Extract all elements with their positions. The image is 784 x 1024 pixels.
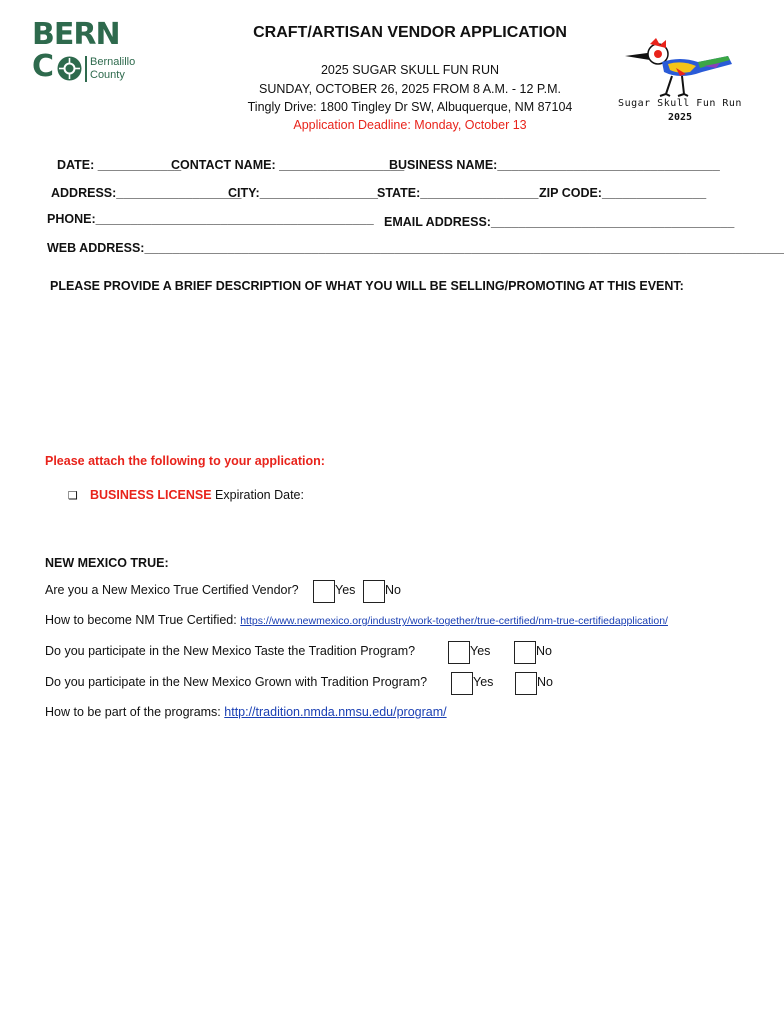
event-logo-text: Sugar Skull Fun Run <box>618 98 742 109</box>
event-name: 2025 SUGAR SKULL FUN RUN <box>320 63 500 77</box>
nm-true-how-line <box>45 613 668 627</box>
zia-emblem-icon <box>56 55 83 82</box>
nm-true-no-label: No <box>385 583 401 597</box>
programs-label: How to be part of the programs: <box>45 705 225 719</box>
zip-code-field[interactable]: ZIP CODE:_______________ <box>539 186 707 200</box>
nm-true-yes-label: Yes <box>335 583 356 597</box>
event-location: Tingly Drive: 1800 Tingley Dr SW, Albuquerque, NM 87104 <box>247 100 573 114</box>
taste-tradition-no-label: No <box>536 644 552 658</box>
grown-tradition-yes-label: Yes <box>473 675 494 689</box>
logo-bern-text: BERN <box>32 17 120 52</box>
page-title: CRAFT/ARTISAN VENDOR APPLICATION <box>253 24 567 41</box>
nm-true-no-checkbox[interactable] <box>363 580 385 603</box>
expiration-date-label: Expiration Date: <box>211 488 304 502</box>
event-logo-year: 2025 <box>667 112 693 123</box>
logo-county-line1: Bernalillo <box>90 56 136 68</box>
nm-true-question: Are you a New Mexico True Certified Vendor? <box>45 583 299 597</box>
nm-true-certified-link[interactable]: https://www.newmexico.org/industry/work-together/true-certified/nm-true-certifiedapplication/ <box>240 615 668 627</box>
city-field[interactable]: CITY:_________________ <box>228 186 378 200</box>
address-field[interactable]: ADDRESS:__________________ <box>51 186 242 200</box>
nm-true-how-label: How to become NM True Certified: <box>45 613 241 627</box>
nm-true-yes-checkbox[interactable] <box>313 580 335 603</box>
attach-heading: Please attach the following to your application: <box>45 454 325 468</box>
web-address-field[interactable]: WEB ADDRESS:____________________________________________________________________________________________ <box>47 241 784 255</box>
taste-tradition-yes-checkbox[interactable] <box>448 641 470 664</box>
event-date: SUNDAY, OCTOBER 26, 2025 FROM 8 A.M. - 12 P.M. <box>259 82 561 96</box>
taste-tradition-yes-label: Yes <box>470 644 491 658</box>
business-license-item <box>90 488 304 502</box>
programs-line <box>45 705 447 719</box>
logo-divider <box>85 56 87 82</box>
contact-name-field[interactable]: CONTACT NAME: __________________ <box>171 158 405 172</box>
state-field[interactable]: STATE:_________________ <box>377 186 539 200</box>
grown-tradition-question: Do you participate in the New Mexico Grown with Tradition Program? <box>45 675 428 689</box>
roadrunner-logo <box>620 38 740 128</box>
business-license-label: BUSINESS LICENSE <box>90 488 212 502</box>
business-name-field[interactable]: BUSINESS NAME:________________________________ <box>389 158 720 172</box>
application-deadline: Application Deadline: Monday, October 13 <box>293 118 527 132</box>
logo-county-line2: County <box>90 69 125 81</box>
date-field[interactable]: DATE: ____________ <box>57 158 182 172</box>
nm-true-heading: NEW MEXICO TRUE: <box>45 556 169 570</box>
email-field[interactable]: EMAIL ADDRESS:___________________________________ <box>384 215 735 229</box>
logo-c-letter: C <box>32 49 55 84</box>
phone-field[interactable]: PHONE:________________________________________ <box>47 212 374 226</box>
description-prompt: PLEASE PROVIDE A BRIEF DESCRIPTION OF WHAT YOU WILL BE SELLING/PROMOTING AT THIS EVENT: <box>50 279 684 293</box>
grown-tradition-no-checkbox[interactable] <box>515 672 537 695</box>
checkbox-bullet-icon[interactable]: ❑ <box>68 490 78 502</box>
taste-tradition-question: Do you participate in the New Mexico Taste the Tradition Program? <box>45 644 416 658</box>
grown-tradition-yes-checkbox[interactable] <box>451 672 473 695</box>
taste-tradition-no-checkbox[interactable] <box>514 641 536 664</box>
programs-link[interactable]: http://tradition.nmda.nmsu.edu/program/ <box>224 705 447 719</box>
county-logo <box>32 17 150 84</box>
roadrunner-icon <box>620 38 740 98</box>
grown-tradition-no-label: No <box>537 675 553 689</box>
